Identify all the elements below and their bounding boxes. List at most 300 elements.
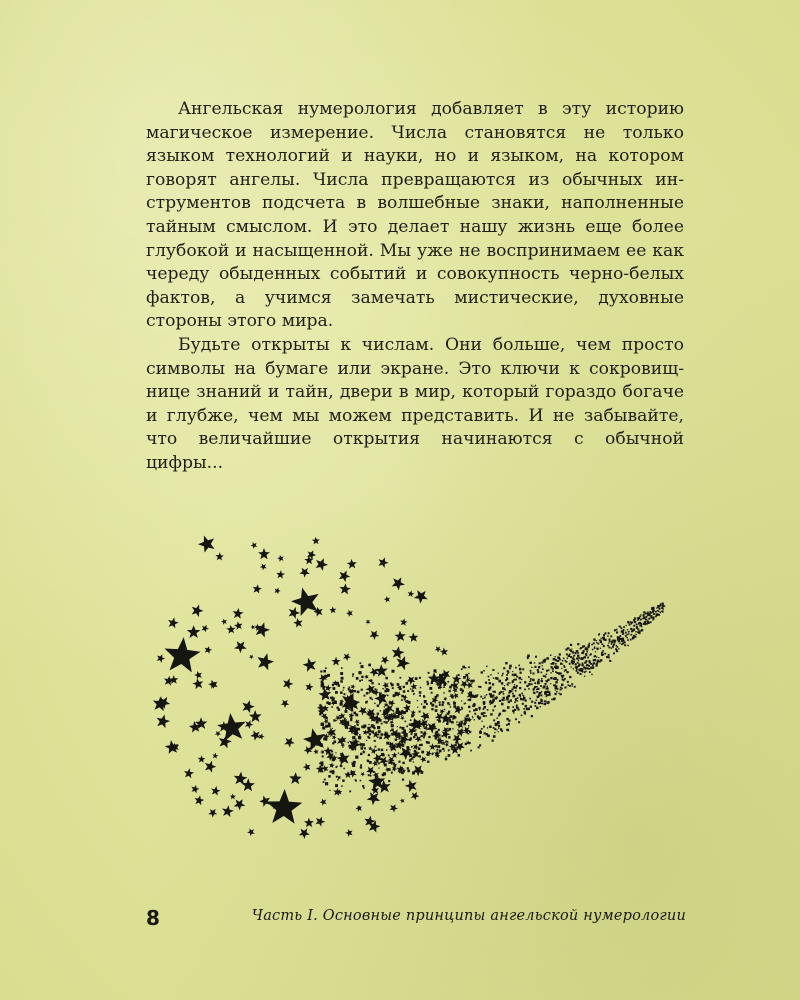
- speck-mark: [369, 733, 371, 735]
- speck-mark: [428, 683, 430, 685]
- speck-mark: [647, 621, 649, 623]
- speck-mark: [601, 643, 603, 645]
- speck-mark: [505, 679, 507, 681]
- speck-mark: [488, 679, 490, 681]
- speck-mark: [559, 653, 561, 655]
- speck-mark: [580, 668, 581, 669]
- speck-mark: [551, 699, 553, 701]
- speck-mark: [435, 705, 437, 707]
- speck-mark: [406, 726, 408, 728]
- speck-mark: [502, 699, 504, 701]
- speck-mark: [432, 677, 435, 680]
- speck-mark: [544, 703, 547, 706]
- speck-mark: [586, 651, 588, 653]
- speck-mark: [536, 707, 539, 710]
- speck-mark: [541, 680, 543, 682]
- speck-mark: [524, 681, 526, 683]
- speck-mark: [522, 703, 524, 705]
- speck-mark: [541, 678, 543, 680]
- speck-mark: [482, 698, 484, 700]
- speck-mark: [600, 659, 602, 661]
- speck-mark: [584, 662, 586, 664]
- star-mark: [412, 586, 431, 605]
- speck-mark: [458, 754, 461, 757]
- speck-mark: [574, 686, 576, 688]
- speck-mark: [628, 633, 629, 634]
- speck-mark: [577, 662, 579, 664]
- speck-mark: [411, 716, 413, 718]
- speck-mark: [487, 727, 488, 728]
- speck-mark: [478, 707, 480, 709]
- speck-mark: [417, 700, 418, 701]
- star-mark: [189, 603, 205, 618]
- speck-mark: [546, 696, 547, 697]
- speck-mark: [621, 638, 622, 639]
- speck-mark: [335, 784, 338, 787]
- speck-mark: [484, 706, 487, 709]
- star-mark: [163, 635, 202, 672]
- speck-mark: [377, 726, 380, 729]
- speck-mark: [410, 719, 412, 721]
- speck-mark: [639, 615, 641, 617]
- speck-mark: [560, 673, 562, 675]
- speck-mark: [584, 668, 585, 669]
- speck-mark: [336, 720, 337, 721]
- speck-mark: [647, 622, 648, 623]
- speck-mark: [490, 693, 492, 695]
- speck-mark: [506, 677, 508, 679]
- speck-mark: [607, 645, 609, 647]
- speck-mark: [397, 726, 398, 727]
- speck-mark: [475, 695, 478, 698]
- speck-mark: [357, 728, 360, 731]
- speck-mark: [573, 657, 574, 658]
- speck-mark: [426, 703, 428, 705]
- speck-mark: [348, 688, 350, 690]
- speck-mark: [325, 667, 327, 669]
- star-mark: [329, 605, 338, 614]
- star-mark: [155, 713, 172, 729]
- speck-mark: [638, 632, 640, 634]
- speck-mark: [495, 698, 497, 700]
- speck-mark: [401, 699, 403, 701]
- speck-mark: [400, 677, 402, 679]
- speck-mark: [520, 672, 522, 674]
- speck-mark: [509, 690, 512, 693]
- speck-mark: [640, 619, 642, 621]
- speck-mark: [522, 668, 524, 670]
- speck-mark: [554, 698, 555, 699]
- speck-mark: [340, 691, 343, 694]
- speck-mark: [560, 663, 562, 665]
- speck-mark: [394, 744, 396, 746]
- star-mark: [301, 655, 320, 674]
- star-mark: [167, 616, 180, 629]
- speck-mark: [345, 710, 348, 713]
- speck-mark: [659, 608, 660, 609]
- speck-mark: [371, 688, 373, 690]
- star-mark: [337, 568, 352, 583]
- star-mark: [305, 548, 317, 560]
- speck-mark: [335, 766, 337, 768]
- star-mark: [212, 752, 219, 759]
- speck-mark: [399, 737, 401, 739]
- speck-mark: [558, 693, 559, 694]
- speck-mark: [495, 677, 497, 679]
- star-mark: [328, 762, 335, 769]
- speck-mark: [649, 615, 650, 616]
- speck-mark: [634, 636, 636, 638]
- speck-mark: [578, 664, 580, 666]
- speck-mark: [584, 676, 585, 677]
- speck-mark: [463, 676, 466, 679]
- speck-mark: [652, 611, 654, 613]
- speck-mark: [465, 667, 467, 669]
- speck-mark: [534, 692, 536, 694]
- speck-mark: [378, 748, 380, 750]
- speck-mark: [461, 668, 463, 670]
- speck-mark: [489, 726, 492, 729]
- speck-mark: [598, 634, 600, 636]
- star-mark: [258, 793, 274, 809]
- speck-mark: [539, 662, 541, 664]
- speck-mark: [614, 640, 616, 642]
- speck-mark: [546, 686, 548, 688]
- speck-mark: [321, 684, 324, 687]
- speck-mark: [555, 689, 556, 690]
- speck-mark: [533, 688, 535, 690]
- speck-mark: [353, 712, 356, 715]
- speck-mark: [623, 630, 625, 632]
- speck-mark: [657, 610, 658, 611]
- star-mark: [203, 645, 212, 654]
- speck-mark: [465, 674, 468, 677]
- speck-mark: [577, 655, 579, 657]
- speck-mark: [576, 669, 578, 671]
- speck-mark: [634, 617, 636, 619]
- speck-mark: [493, 727, 495, 729]
- speck-mark: [419, 695, 421, 697]
- speck-mark: [335, 752, 336, 753]
- speck-mark: [378, 734, 379, 735]
- speck-mark: [484, 732, 486, 734]
- speck-mark: [635, 634, 636, 635]
- speck-mark: [508, 695, 511, 698]
- speck-mark: [502, 673, 504, 675]
- speck-mark: [442, 704, 444, 706]
- speck-mark: [461, 692, 463, 694]
- speck-mark: [498, 731, 499, 732]
- speck-mark: [385, 721, 388, 724]
- speck-mark: [570, 644, 572, 646]
- speck-mark: [569, 664, 570, 665]
- speck-mark: [392, 670, 395, 673]
- speck-mark: [378, 719, 380, 721]
- speck-mark: [563, 675, 565, 677]
- star-mark: [376, 556, 389, 569]
- speck-mark: [439, 704, 441, 706]
- speck-mark: [371, 731, 374, 734]
- speck-mark: [475, 708, 478, 711]
- speck-mark: [606, 656, 608, 658]
- speck-mark: [526, 708, 529, 711]
- speck-mark: [649, 613, 651, 615]
- speck-mark: [493, 735, 496, 738]
- speck-mark: [409, 738, 412, 741]
- speck-mark: [427, 761, 429, 763]
- speck-mark: [642, 618, 643, 619]
- speck-mark: [469, 699, 472, 702]
- speck-mark: [627, 639, 629, 641]
- speck-mark: [534, 662, 535, 663]
- speck-mark: [474, 719, 475, 720]
- star-mark: [394, 629, 408, 643]
- speck-mark: [552, 670, 554, 672]
- speck-mark: [323, 670, 326, 673]
- speck-mark: [571, 683, 573, 685]
- speck-mark: [583, 657, 585, 659]
- speck-mark: [402, 762, 404, 764]
- speck-mark: [498, 727, 500, 729]
- speck-mark: [566, 671, 568, 673]
- speck-mark: [468, 706, 470, 708]
- speck-mark: [562, 660, 564, 662]
- speck-mark: [451, 721, 454, 724]
- speck-mark: [619, 643, 620, 644]
- paragraph-1: Ангельская нумерология добавляет в эту историю магическое измерение. Числа становятся не только языком технологий и науки, но и языком, на котором говорят ангелы. Числа превращаются из обычных инструментов подсчета в волшебные знаки, наполненные тайным смыслом. И это делает нашу жизнь еще более глубокой и насыщенной. Мы уже не воспринимаем ее как череду обыденных событий и совокупность черно-белых фактов, а учимся замечать мистические, духовные стороны этого мира.: [146, 99, 684, 332]
- speck-mark: [541, 672, 543, 674]
- speck-mark: [468, 673, 469, 674]
- speck-mark: [589, 643, 591, 645]
- speck-mark: [503, 693, 505, 695]
- speck-mark: [333, 687, 336, 690]
- speck-mark: [540, 706, 541, 707]
- speck-mark: [603, 634, 605, 636]
- star-mark: [229, 793, 237, 801]
- speck-mark: [600, 648, 601, 649]
- speck-mark: [492, 683, 494, 685]
- star-mark: [257, 547, 271, 562]
- speck-mark: [499, 700, 501, 702]
- speck-mark: [660, 603, 661, 604]
- star-mark: [462, 725, 472, 735]
- speck-mark: [530, 706, 532, 708]
- star-mark: [265, 788, 302, 824]
- speck-mark: [576, 650, 578, 652]
- speck-mark: [331, 751, 333, 753]
- speck-mark: [449, 686, 452, 689]
- speck-mark: [547, 687, 549, 689]
- speck-mark: [483, 712, 485, 714]
- speck-mark: [448, 729, 449, 730]
- speck-mark: [655, 611, 657, 613]
- star-mark: [259, 562, 269, 572]
- speck-mark: [370, 679, 373, 682]
- speck-mark: [419, 744, 421, 746]
- speck-mark: [546, 670, 548, 672]
- speck-mark: [441, 735, 443, 737]
- star-mark: [424, 749, 433, 758]
- speck-mark: [522, 695, 523, 696]
- star-mark: [434, 644, 443, 653]
- speck-mark: [621, 640, 623, 642]
- speck-mark: [590, 667, 592, 669]
- speck-mark: [419, 755, 421, 757]
- star-trail-illustration: [0, 520, 800, 860]
- speck-mark: [562, 664, 563, 665]
- speck-mark: [519, 687, 521, 689]
- speck-mark: [406, 700, 409, 703]
- speck-mark: [531, 701, 533, 703]
- speck-mark: [350, 719, 352, 721]
- speck-mark: [461, 721, 463, 723]
- speck-mark: [369, 761, 372, 764]
- speck-mark: [593, 642, 595, 644]
- speck-mark: [343, 687, 345, 689]
- speck-mark: [540, 699, 542, 701]
- speck-mark: [498, 680, 501, 683]
- speck-mark: [358, 671, 361, 674]
- speck-mark: [465, 743, 467, 745]
- speck-mark: [472, 717, 473, 718]
- speck-mark: [537, 681, 539, 683]
- speck-mark: [515, 679, 517, 681]
- speck-mark: [645, 623, 647, 625]
- speck-mark: [593, 659, 595, 661]
- speck-mark: [582, 671, 584, 673]
- speck-mark: [355, 756, 358, 759]
- speck-mark: [427, 715, 429, 717]
- speck-mark: [569, 685, 571, 687]
- speck-mark: [369, 680, 371, 682]
- speck-mark: [575, 664, 577, 666]
- star-mark: [350, 683, 357, 689]
- speck-mark: [488, 676, 490, 678]
- speck-mark: [407, 767, 409, 769]
- speck-mark: [409, 724, 411, 726]
- running-title: Часть I. Основные принципы ангельской нумерологии: [251, 908, 686, 924]
- speck-mark: [512, 706, 514, 708]
- speck-mark: [602, 637, 604, 639]
- speck-mark: [428, 672, 430, 674]
- speck-mark: [492, 709, 494, 711]
- speck-mark: [378, 768, 379, 769]
- speck-mark: [367, 760, 369, 762]
- speck-mark: [426, 741, 428, 743]
- speck-mark: [546, 691, 549, 694]
- speck-mark: [471, 681, 473, 683]
- speck-mark: [390, 683, 392, 685]
- speck-mark: [530, 670, 532, 672]
- speck-mark: [403, 729, 406, 732]
- star-mark: [419, 709, 432, 722]
- speck-mark: [490, 702, 492, 704]
- star-mark: [279, 697, 290, 708]
- speck-mark: [537, 696, 540, 699]
- speck-mark: [512, 671, 513, 672]
- speck-mark: [374, 740, 376, 742]
- speck-mark: [509, 665, 512, 668]
- speck-mark: [656, 614, 658, 616]
- speck-mark: [651, 617, 652, 618]
- speck-mark: [519, 677, 522, 680]
- star-mark: [447, 688, 452, 693]
- speck-mark: [423, 706, 426, 709]
- speck-mark: [557, 668, 558, 669]
- speck-mark: [519, 694, 521, 696]
- star-mark: [281, 677, 295, 690]
- speck-mark: [368, 754, 370, 756]
- speck-mark: [654, 613, 656, 615]
- speck-mark: [533, 673, 535, 675]
- speck-mark: [530, 672, 532, 674]
- speck-mark: [653, 616, 654, 617]
- speck-mark: [396, 708, 399, 711]
- speck-mark: [608, 642, 609, 643]
- star-mark: [379, 654, 391, 665]
- speck-mark: [544, 661, 546, 663]
- speck-mark: [392, 687, 394, 689]
- speck-mark: [565, 648, 567, 650]
- speck-mark: [608, 632, 610, 634]
- speck-mark: [569, 676, 571, 678]
- speck-mark: [545, 675, 547, 677]
- speck-mark: [629, 624, 631, 626]
- speck-mark: [492, 740, 494, 742]
- star-mark: [399, 797, 406, 804]
- speck-mark: [493, 677, 495, 679]
- speck-mark: [578, 660, 580, 662]
- speck-mark: [520, 696, 521, 697]
- speck-mark: [446, 674, 448, 676]
- speck-mark: [431, 692, 433, 694]
- star-mark: [241, 778, 255, 791]
- speck-mark: [343, 768, 345, 770]
- speck-mark: [537, 688, 539, 690]
- star-mark: [455, 726, 467, 737]
- speck-mark: [505, 662, 507, 664]
- speck-mark: [612, 640, 614, 642]
- speck-mark: [662, 610, 664, 612]
- speck-mark: [545, 680, 546, 681]
- speck-mark: [376, 759, 379, 762]
- star-mark: [452, 691, 461, 700]
- speck-mark: [429, 687, 432, 690]
- speck-mark: [583, 645, 585, 647]
- speck-mark: [627, 645, 629, 647]
- speck-mark: [631, 623, 633, 625]
- speck-mark: [513, 686, 516, 689]
- speck-mark: [484, 697, 486, 699]
- speck-mark: [379, 737, 382, 740]
- speck-mark: [581, 658, 583, 660]
- star-mark: [331, 657, 340, 666]
- speck-mark: [506, 729, 508, 731]
- speck-mark: [361, 689, 363, 691]
- speck-mark: [589, 661, 591, 663]
- speck-mark: [537, 671, 539, 673]
- speck-mark: [324, 779, 326, 781]
- speck-mark: [378, 683, 380, 685]
- speck-mark: [431, 708, 433, 710]
- star-mark: [311, 536, 321, 546]
- speck-mark: [326, 701, 329, 704]
- star-mark: [388, 802, 399, 813]
- speck-mark: [627, 634, 629, 636]
- speck-mark: [631, 634, 633, 636]
- speck-mark: [645, 613, 647, 615]
- speck-mark: [403, 690, 406, 693]
